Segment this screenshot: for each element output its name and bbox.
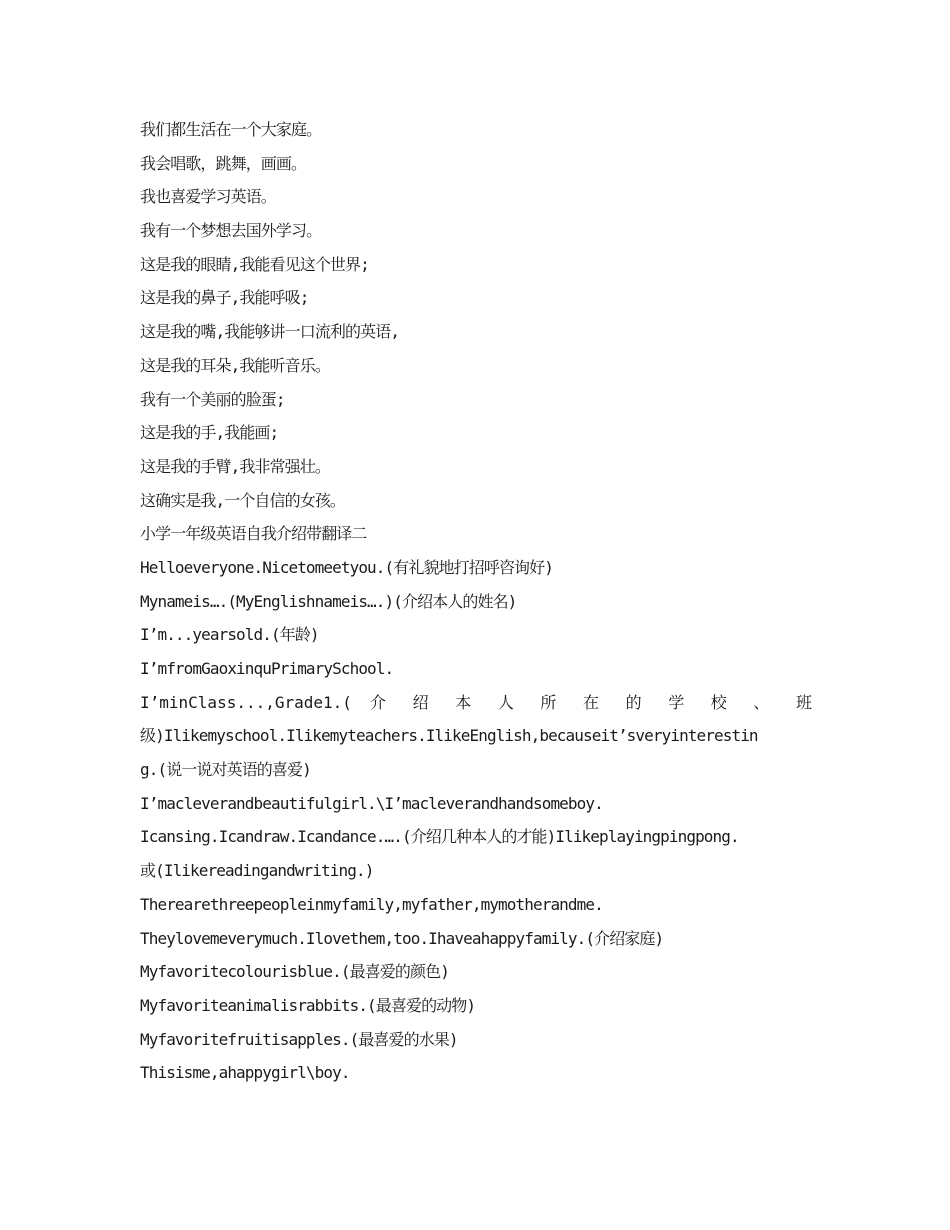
text-line: 级)Ilikemyschool.Ilikemyteachers.IlikeEnglish,becauseit’sveryinterestin bbox=[140, 726, 758, 746]
document-body bbox=[140, 118, 812, 1095]
text-line: 这是我的眼睛,我能看见这个世界; bbox=[140, 254, 369, 274]
text-line: Therearethreepeopleinmyfamily,myfather,mymotherandme. bbox=[140, 894, 603, 914]
text-line: I’m...yearsold.(年龄) bbox=[140, 625, 319, 645]
text-line: Myfavoritefruitisapples.(最喜爱的水果) bbox=[140, 1029, 458, 1049]
text-line: Icansing.Icandraw.Icandance.….(介绍几种本人的才能)Ilikeplayingpingpong. bbox=[140, 827, 739, 847]
text-line: 我有一个美丽的脸蛋; bbox=[140, 389, 285, 409]
section-heading: 小学一年级英语自我介绍带翻译二 bbox=[140, 524, 367, 544]
text-line: Helloeveryone.Nicetomeetyou.(有礼貌地打招呼咨询好) bbox=[140, 557, 553, 577]
text-line: Thisisme,ahappygirl\boy. bbox=[140, 1063, 350, 1083]
text-line: 或(Ilikereadingandwriting.) bbox=[140, 861, 374, 881]
text-line-justified: I’minClass...,Grade1.( 介 绍 本 人 所 在 的 学 校 、 班 bbox=[140, 692, 812, 712]
text-line: 这确实是我,一个自信的女孩。 bbox=[140, 490, 346, 510]
text-line: 我有一个梦想去国外学习。 bbox=[140, 221, 322, 241]
text-line: 我们都生活在一个大家庭。 bbox=[140, 120, 322, 139]
text-line: 这是我的耳朵,我能听音乐。 bbox=[140, 355, 330, 375]
text-line: 这是我的手臂,我非常强壮。 bbox=[140, 456, 330, 476]
text-line: Mynameis….(MyEnglishnameis….)(介绍本人的姓名) bbox=[140, 591, 517, 611]
text-line: I’macleverandbeautifulgirl.\I’macleverandhandsomeboy. bbox=[140, 793, 603, 813]
text-line: g.(说一说对英语的喜爱) bbox=[140, 760, 311, 780]
text-line: 这是我的鼻子,我能呼吸; bbox=[140, 288, 309, 308]
text-line: 这是我的手,我能画; bbox=[140, 423, 279, 443]
text-line: 这是我的嘴,我能够讲一口流利的英语, bbox=[140, 322, 400, 342]
text-line: Myfavoriteanimalisrabbits.(最喜爱的动物) bbox=[140, 995, 476, 1015]
text-line: Myfavoritecolourisblue.(最喜爱的颜色) bbox=[140, 962, 449, 982]
text-line: I’mfromGaoxinquPrimarySchool. bbox=[140, 659, 394, 678]
text-line: 我会唱歌，跳舞，画画。 bbox=[140, 153, 307, 173]
text-line: Theylovemeverymuch.Ilovethem,too.Ihaveahappyfamily.(介绍家庭) bbox=[140, 928, 664, 948]
text-line: 我也喜爱学习英语。 bbox=[140, 187, 276, 207]
